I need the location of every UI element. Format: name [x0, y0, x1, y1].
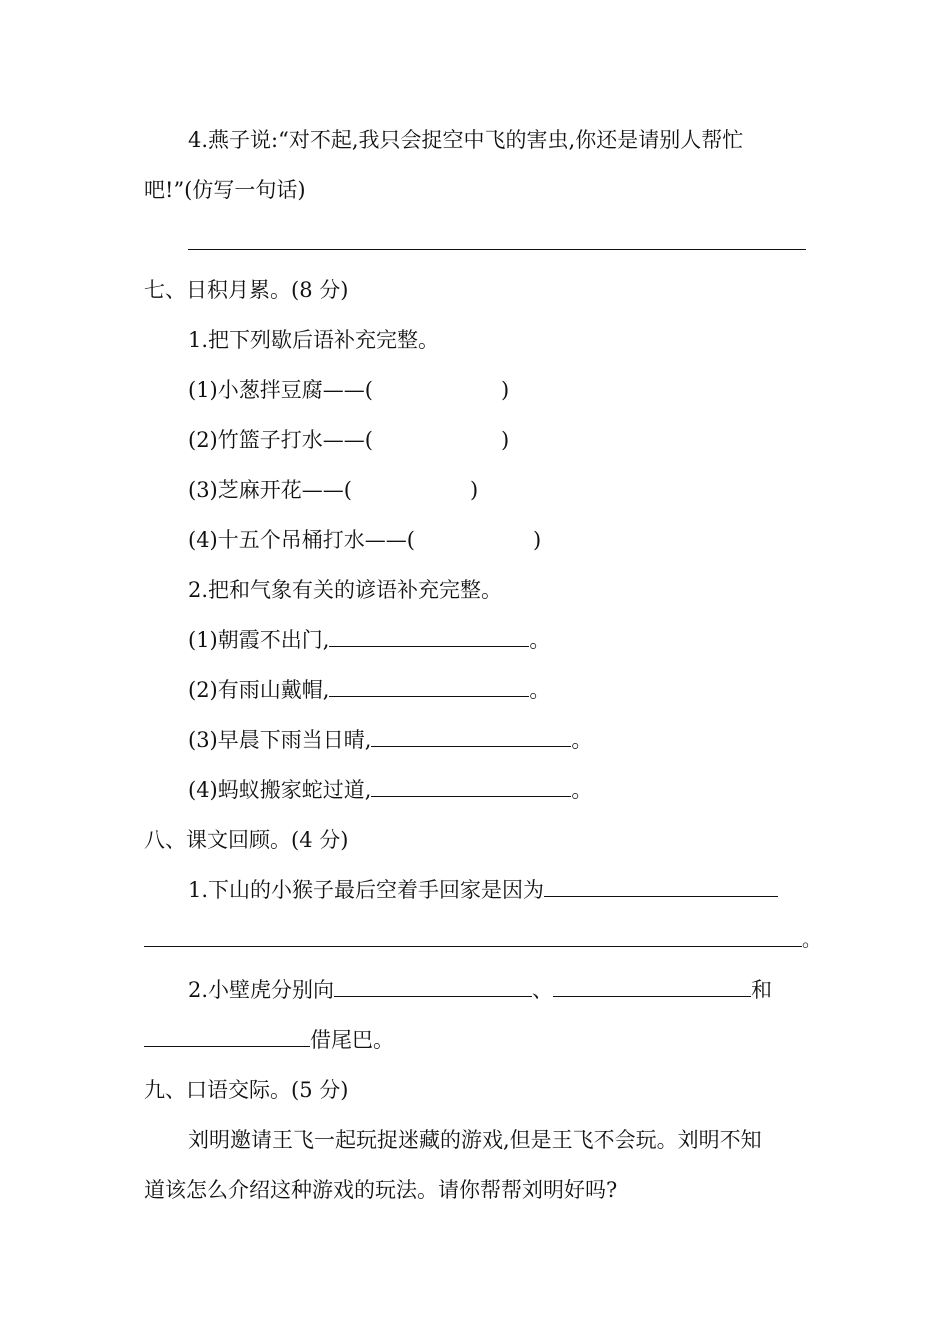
- sec8-q2-line-1: [188, 975, 772, 1005]
- sec7-q2-title: 2.把和气象有关的谚语补充完整。: [188, 578, 503, 602]
- sec8-q1-line-1: [188, 875, 778, 905]
- item-suffix: 。: [571, 778, 593, 802]
- item-suffix: 。: [529, 628, 551, 652]
- item-suffix: ): [532, 528, 542, 552]
- and-word: 和: [751, 978, 773, 1002]
- sec8-q1-answer-line[interactable]: [144, 946, 802, 947]
- sec7-q2-item-3: [188, 725, 592, 755]
- sec7-q1-item-3[interactable]: [188, 475, 478, 505]
- item-suffix: ): [500, 428, 510, 452]
- sec8-q1-end: 。: [802, 929, 822, 951]
- item-suffix: ): [469, 478, 479, 502]
- answer-blank[interactable]: [544, 876, 778, 897]
- sec7-q1-item-2[interactable]: [188, 425, 509, 455]
- answer-blank[interactable]: [371, 776, 571, 797]
- item-suffix: ): [500, 378, 510, 402]
- answer-blank[interactable]: [329, 626, 529, 647]
- sec9-paragraph-line-2: 道该怎么介绍这种游戏的玩法。请你帮帮刘明好吗?: [144, 1178, 618, 1202]
- section-9-title: 九、口语交际。(5 分): [144, 1078, 349, 1102]
- q2-end: 借尾巴。: [310, 1028, 394, 1052]
- section-7-title: 七、日积月累。(8 分): [144, 278, 349, 302]
- item-prefix: (4)蚂蚁搬家蛇过道,: [188, 778, 372, 802]
- q4-line-2: 吧!”(仿写一句话): [144, 178, 306, 202]
- sec7-q1-item-1[interactable]: [188, 375, 509, 405]
- sec7-q1-item-4[interactable]: [188, 525, 541, 555]
- sec8-q2-line-2: [144, 1025, 394, 1055]
- answer-blank[interactable]: [371, 726, 571, 747]
- answer-blank-2[interactable]: [553, 976, 751, 997]
- sec7-q2-item-4: [188, 775, 592, 805]
- item-prefix: (2)竹篮子打水——(: [188, 428, 373, 452]
- q1-prompt: 1.下山的小猴子最后空着手回家是因为: [188, 878, 545, 902]
- answer-blank-3[interactable]: [144, 1026, 310, 1047]
- q4-answer-line[interactable]: [188, 249, 806, 250]
- answer-blank[interactable]: [329, 676, 529, 697]
- q4-line-1: 4.燕子说:“对不起,我只会捉空中飞的害虫,你还是请别人帮忙: [188, 128, 744, 152]
- item-prefix: (3)早晨下雨当日晴,: [188, 728, 372, 752]
- item-prefix: (1)小葱拌豆腐——(: [188, 378, 373, 402]
- separator: 、: [532, 978, 554, 1002]
- item-prefix: (4)十五个吊桶打水——(: [188, 528, 415, 552]
- sec7-q2-item-1: [188, 625, 550, 655]
- section-8-title: 八、课文回顾。(4 分): [144, 828, 349, 852]
- q2-prompt: 2.小壁虎分别向: [188, 978, 335, 1002]
- item-prefix: (1)朝霞不出门,: [188, 628, 330, 652]
- item-prefix: (2)有雨山戴帽,: [188, 678, 330, 702]
- item-suffix: 。: [571, 728, 593, 752]
- sec7-q2-item-2: [188, 675, 550, 705]
- item-suffix: 。: [529, 678, 551, 702]
- sec7-q1-title: 1.把下列歇后语补充完整。: [188, 328, 440, 352]
- item-prefix: (3)芝麻开花——(: [188, 478, 352, 502]
- answer-blank-1[interactable]: [334, 976, 532, 997]
- sec9-paragraph-line-1: 刘明邀请王飞一起玩捉迷藏的游戏,但是王飞不会玩。刘明不知: [188, 1128, 762, 1152]
